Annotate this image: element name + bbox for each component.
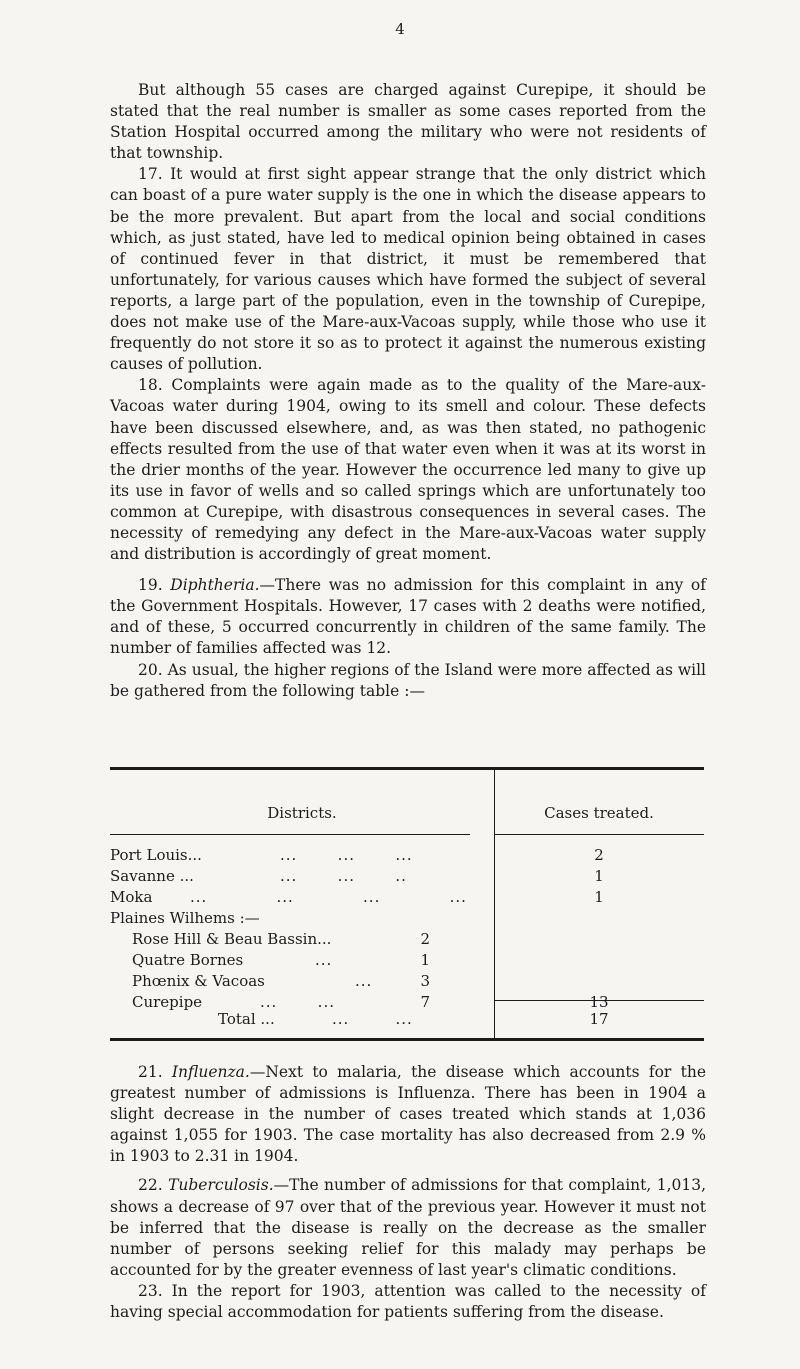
body-text-bottom <box>110 1062 706 1329</box>
header-rule-right <box>494 834 704 835</box>
table-row: Port Louis... ... ... ... 2 <box>110 846 604 864</box>
districts-table <box>110 767 704 1041</box>
table-row: Phœnix & Vacoas ... 3 <box>132 972 430 990</box>
table-row: Moka ... ... ... ... 1 <box>110 888 604 906</box>
table-row: Rose Hill & Beau Bassin... 2 <box>132 930 430 948</box>
cases-header: Cases treated. <box>544 804 654 822</box>
paragraph-21: 21. Influenza.—Next to malaria, the disease which accounts for the greatest number of admissions is Influenza. There has been in 1904 a slight decrease in the number of cases treated which stands at 1,036 against 1,055 for 1903. The case mortality has also decreased from 2.9 % in 1903 to 2.31 in 1904. <box>110 1063 706 1166</box>
paragraph-19 <box>110 575 706 659</box>
paragraph-22: 22. Tuberculosis.—The number of admissions for that complaint, 1,013, shows a decrease of 97 over that of the previous year. However it must not be inferred that the disease is really on the decrease as the smaller number of persons seeking relief for this malady may perhaps be accounted for by the greater evenness of last year's climatic conditions. <box>110 1176 707 1279</box>
table-row: Plaines Wilhems :— <box>110 909 260 927</box>
districts-header: Districts. <box>267 804 337 822</box>
table-total-row: Total ... ... ... 17 <box>218 1010 609 1028</box>
paragraph-20: 20. As usual, the higher regions of the Island were more affected as will be gathered from the following table :— <box>110 660 706 700</box>
table-row: Quatre Bornes ... 1 <box>132 951 430 969</box>
paragraph-19-number: 19. <box>138 576 171 595</box>
body-text-top <box>110 80 706 702</box>
paragraph-23: 23. In the report for 1903, attention was called to the necessity of having special accommodation for patients suffering from the disease. <box>110 1281 706 1322</box>
paragraph-17: 17. It would at first sight appear strange that the only district which can boast of a pure water supply is the one in which the disease appears to be the more prevalent. But apart from the local and social conditions which, as just stated, have led to medical opinion being obtained in cases of continued fever in that district, it must be remembered that unfortunately, for various causes which have formed the subject of several reports, a large part of the population, even in the township of Curepipe, does not make use of the Mare-aux-Vacoas supply, while those who use it frequently do not store it so as to protect it against the numerous existing causes of pollution. <box>110 165 706 374</box>
table-row: Curepipe ... ... 7 13 <box>132 993 609 1011</box>
page-number: 4 <box>395 20 405 38</box>
header-rule-left <box>110 834 470 835</box>
diphtheria-heading: Diphtheria. <box>170 576 260 595</box>
total-rule <box>494 1000 704 1001</box>
influenza-heading: Influenza. <box>171 1063 250 1081</box>
table-row: Savanne ... ... ... .. 1 <box>110 867 604 885</box>
paragraph-19-body: —There was no admission for this complaint in any of the Government Hospitals. However, 17 cases with 2 deaths were notified, and of these, 5 occurred concurrently in children of the same family. The number of families affected was 12. <box>110 576 706 658</box>
paragraph-18: 18. Complaints were again made as to the quality of the Mare-aux-Vacoas water during 1904, owing to its smell and colour. These defects have been discussed elsewhere, and, as was then stated, no pathogenic effects resulted from the use of that water even when it was at its worst in the drier months of the year. However the occurrence led many to give up its use in favor of wells and so called springs which are unfortunately too common at Curepipe, with disastrous consequences in several cases. The necessity of remedying any defect in the Mare-aux-Vacoas water supply and distribution is accordingly of great moment. <box>110 376 706 564</box>
tuberculosis-heading: Tuberculosis. <box>168 1176 274 1195</box>
paragraph-curepipe-cases: But although 55 cases are charged against Curepipe, it should be stated that the real number is smaller as some cases reported from the Station Hospital occurred among the military who were not residents of that township. <box>110 81 706 163</box>
